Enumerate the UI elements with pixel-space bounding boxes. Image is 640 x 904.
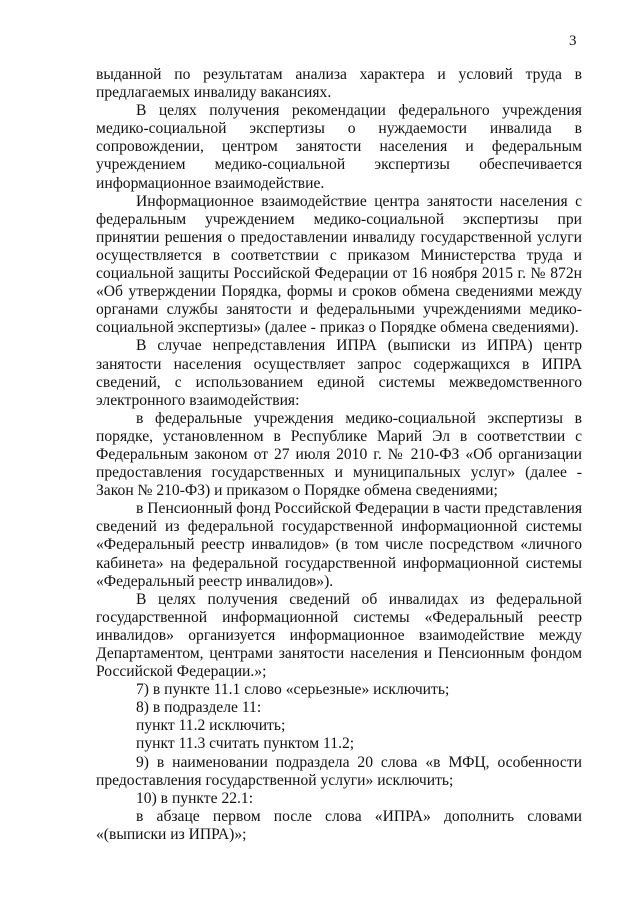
paragraph-11: пункт 11.3 считать пунктом 11.2; [136,735,355,753]
paragraph-12: 9) в наименовании подраздела 20 слова «в МФЦ, особенности предоставления государственной услуги» исключить; [96,753,582,789]
paragraph-1: выданной по результатам анализа характера и условий труда в предлагаемых инвалиду вакансиях. [96,66,582,102]
paragraph-4: В случае непредставления ИПРА (выписки из ИПРА) центр занятости населения осуществляет запрос содержащихся в ИПРА сведений, с использованием единой системы межведомственного электронного взаимодействия: [96,337,582,409]
paragraph-8: 7) в пункте 11.1 слово «серьезные» исключить; [136,681,450,699]
paragraph-2: В целях получения рекомендации федерального учреждения медико-социальной экспертизы о нуждаемости инвалида в сопровождении, центром занятости населения и федеральным учреждением медико-социальной экспертизы обеспечивается информационное взаимодействие. [96,102,582,192]
paragraph-9: 8) в подразделе 11: [136,699,262,717]
paragraph-10: пункт 11.2 исключить; [136,717,286,735]
paragraph-14: в абзаце первом после слова «ИПРА» дополнить словами «(выписки из ИПРА)»; [96,807,582,843]
paragraph-5: в федеральные учреждения медико-социальной экспертизы в порядке, установленном в Республике Марий Эл в соответствии с Федеральным законом от 27 июля 2010 г. № 210-ФЗ «Об организации предоставления государственных и муниципальных услуг» (далее - Закон № 210-ФЗ) и приказом о Порядке обмена сведениями; [96,409,582,500]
document-body [96,66,582,844]
paragraph-6: в Пенсионный фонд Российской Федерации в части представления сведений из федеральной государственной информационной системы «Федеральный реестр инвалидов» (в том числе посредством «личного кабинета» на федеральной государственной информационной системы «Федеральный реестр инвалидов»). [96,500,582,590]
page-number: 3 [569,33,577,49]
paragraph-13: 10) в пункте 22.1: [136,789,254,807]
paragraph-7: В целях получения сведений об инвалидах из федеральной государственной информационной системы «Федеральный реестр инвалидов» организуется информационное взаимодействие между Департаментом, центрами занятости населения и Пенсионным фондом Российской Федерации.»; [96,590,582,681]
paragraph-3: Информационное взаимодействие центра занятости населения с федеральным учреждением медико-социальной экспертизы при принятии решения о предоставлении инвалиду государственной услуги осуществляется в соответствии с приказом Министерства труда и социальной защиты Российской Федерации от 16 ноября 2015 г. № 872н «Об утверждении Порядка, формы и сроков обмена сведениями между органами службы занятости и федеральными учреждениями медико-социальной экспертизы» (далее - приказ о Порядке обмена сведениями). [96,192,582,337]
